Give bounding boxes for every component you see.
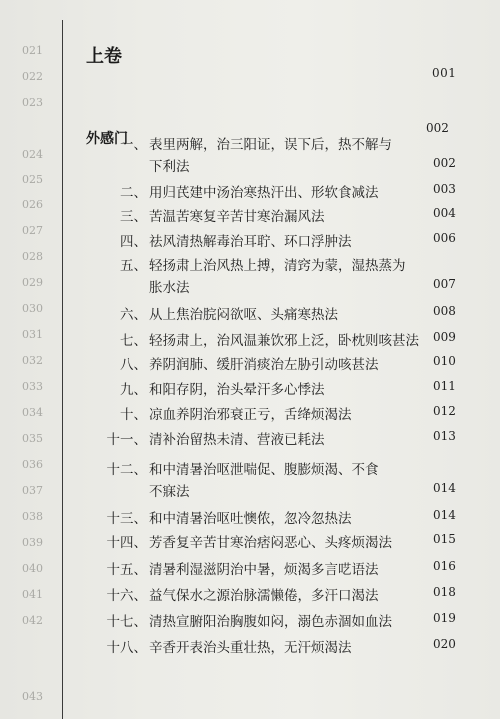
toc-entry-number: 五、 — [120, 258, 147, 274]
toc-entry-number: 十三、 — [106, 511, 147, 527]
toc-entry-page: 020 — [433, 637, 456, 651]
toc-entry-number: 十二、 — [106, 462, 147, 478]
toc-entry-page: 003 — [433, 182, 456, 196]
toc-entry-title: 养阴润肺、缓肝消痰治左胁引动咳甚法 — [149, 357, 379, 373]
bleed-through-number: 036 — [22, 458, 43, 471]
section-page-number: 002 — [426, 121, 449, 135]
toc-entry-number: 九、 — [120, 382, 147, 398]
toc-entry[interactable] — [0, 428, 500, 450]
bleed-through-number: 031 — [22, 328, 43, 341]
bleed-through-number: 030 — [22, 302, 43, 315]
toc-entry[interactable] — [0, 353, 500, 375]
toc-entry[interactable] — [0, 403, 500, 425]
toc-entry-title: 清热宣腑阳治胸腹如闷，溺色赤涸如血法 — [149, 614, 392, 630]
toc-entry-page: 019 — [433, 611, 456, 625]
toc-entry-number: 十一、 — [106, 432, 147, 448]
toc-entry-page: 006 — [433, 231, 456, 245]
toc-entry-title: 轻扬肃上治风热上搏，清窍为蒙，湿热蒸为 — [149, 258, 406, 274]
bleed-through-number: 037 — [22, 484, 43, 497]
bleed-through-number: 042 — [22, 614, 43, 627]
toc-entry-page: 004 — [433, 206, 456, 220]
toc-entry-number: 十四、 — [106, 535, 147, 551]
toc-entry-title: 益气保水之源治脉濡懒倦，多汗口渴法 — [149, 588, 379, 604]
volume-title: 上卷 — [86, 46, 122, 67]
toc-entry[interactable] — [0, 610, 500, 632]
toc-entry-title: 清补治留热未清、营液已耗法 — [149, 432, 325, 448]
bleed-through-number: 021 — [22, 44, 43, 57]
toc-entry-title-continued: 下利法 — [149, 159, 190, 175]
bleed-through-number: 041 — [22, 588, 43, 601]
toc-entry-page: 011 — [433, 379, 456, 393]
toc-entry-number: 六、 — [120, 307, 147, 323]
toc-entry-title: 凉血养阴治邪衰正亏，舌绛烦渴法 — [149, 407, 352, 423]
toc-entry-page: 013 — [433, 429, 456, 443]
toc-entry-page: 015 — [433, 532, 456, 546]
toc-entry[interactable] — [0, 636, 500, 658]
toc-entry-number: 三、 — [120, 209, 147, 225]
toc-entry-page: 008 — [433, 304, 456, 318]
toc-entry-title: 和阳存阴，治头晕汗多心悸法 — [149, 382, 325, 398]
bleed-through-number: 040 — [22, 562, 43, 575]
bleed-through-number: 025 — [22, 173, 43, 186]
toc-entry-title: 表里两解，治三阳证，误下后，热不解与 — [149, 137, 392, 153]
toc-entry[interactable] — [0, 507, 500, 529]
toc-entry[interactable] — [0, 378, 500, 400]
bleed-through-number: 038 — [22, 510, 43, 523]
toc-entry-number: 十五、 — [106, 562, 147, 578]
toc-entry-number: 七、 — [120, 333, 147, 349]
toc-entry-number: 二、 — [120, 185, 147, 201]
bleed-through-number: 023 — [22, 96, 43, 109]
toc-entry-number: 四、 — [120, 234, 147, 250]
toc-entry-title-continued: 胀水法 — [149, 280, 190, 296]
bleed-through-number: 039 — [22, 536, 43, 549]
toc-entry[interactable] — [0, 230, 500, 252]
toc-entry[interactable] — [0, 558, 500, 580]
bleed-through-number: 028 — [22, 250, 43, 263]
bleed-through-number: 034 — [22, 406, 43, 419]
bleed-through-number: 022 — [22, 70, 43, 83]
toc-entry-title: 苦温苦寒复辛苦甘寒治漏风法 — [149, 209, 325, 225]
toc-entry-title: 用归芪建中汤治寒热汗出、形软食减法 — [149, 185, 379, 201]
volume-page-number: 001 — [432, 66, 457, 80]
toc-entry[interactable] — [0, 303, 500, 325]
bleed-through-number: 027 — [22, 224, 43, 237]
toc-entry-page: 009 — [433, 330, 456, 344]
toc-entry-title: 和中清暑治呕吐懊侬，忽冷忽热法 — [149, 511, 352, 527]
toc-entry-number: 十六、 — [106, 588, 147, 604]
toc-entry-page: 014 — [433, 481, 456, 495]
toc-entry-page: 010 — [433, 354, 456, 368]
toc-entry-number: 十、 — [120, 407, 147, 423]
bleed-through-number: 035 — [22, 432, 43, 445]
toc-entry-title: 从上焦治脘闷欲呕、头痛寒热法 — [149, 307, 338, 323]
toc-entry-title: 清暑利湿滋阴治中暑，烦渴多言呓语法 — [149, 562, 379, 578]
toc-entry[interactable] — [0, 531, 500, 553]
toc-entry[interactable] — [0, 584, 500, 606]
section-title: 外感门 — [86, 131, 128, 147]
toc-entry-number: 八、 — [120, 357, 147, 373]
toc-entry[interactable] — [0, 205, 500, 227]
bleed-through-number: 029 — [22, 276, 43, 289]
toc-entry-page: 016 — [433, 559, 456, 573]
toc-entry-number: 一、 — [120, 137, 147, 153]
bleed-through-number: 043 — [22, 690, 43, 703]
toc-entry-title: 祛风清热解毒治耳聍、环口浮肿法 — [149, 234, 352, 250]
bleed-through-number: 033 — [22, 380, 43, 393]
toc-entry-number: 十七、 — [106, 614, 147, 630]
bleed-through-number: 024 — [22, 148, 43, 161]
toc-entry-title: 辛香开表治头重壮热，无汗烦渴法 — [149, 640, 352, 656]
toc-entry-title: 轻扬肃上，治风温兼饮邪上泛，卧枕则咳甚法 — [149, 333, 419, 349]
toc-entry-title: 芳香复辛苦甘寒治痞闷恶心、头疼烦渴法 — [149, 535, 392, 551]
toc-entry-page: 018 — [433, 585, 456, 599]
toc-entry-page: 012 — [433, 404, 456, 418]
bleed-through-number: 026 — [22, 198, 43, 211]
toc-entry[interactable] — [0, 133, 500, 175]
toc-entry[interactable] — [0, 181, 500, 203]
toc-entry-page: 014 — [433, 508, 456, 522]
toc-entry-title-continued: 不寐法 — [149, 484, 190, 500]
toc-entry-number: 十八、 — [106, 640, 147, 656]
toc-entry-page: 002 — [433, 156, 456, 170]
toc-entry-title: 和中清暑治呕泄喘促、腹膨烦渴、不食 — [149, 462, 379, 478]
bleed-through-number: 032 — [22, 354, 43, 367]
toc-entry-page: 007 — [433, 277, 456, 291]
toc-entry[interactable] — [0, 329, 500, 351]
